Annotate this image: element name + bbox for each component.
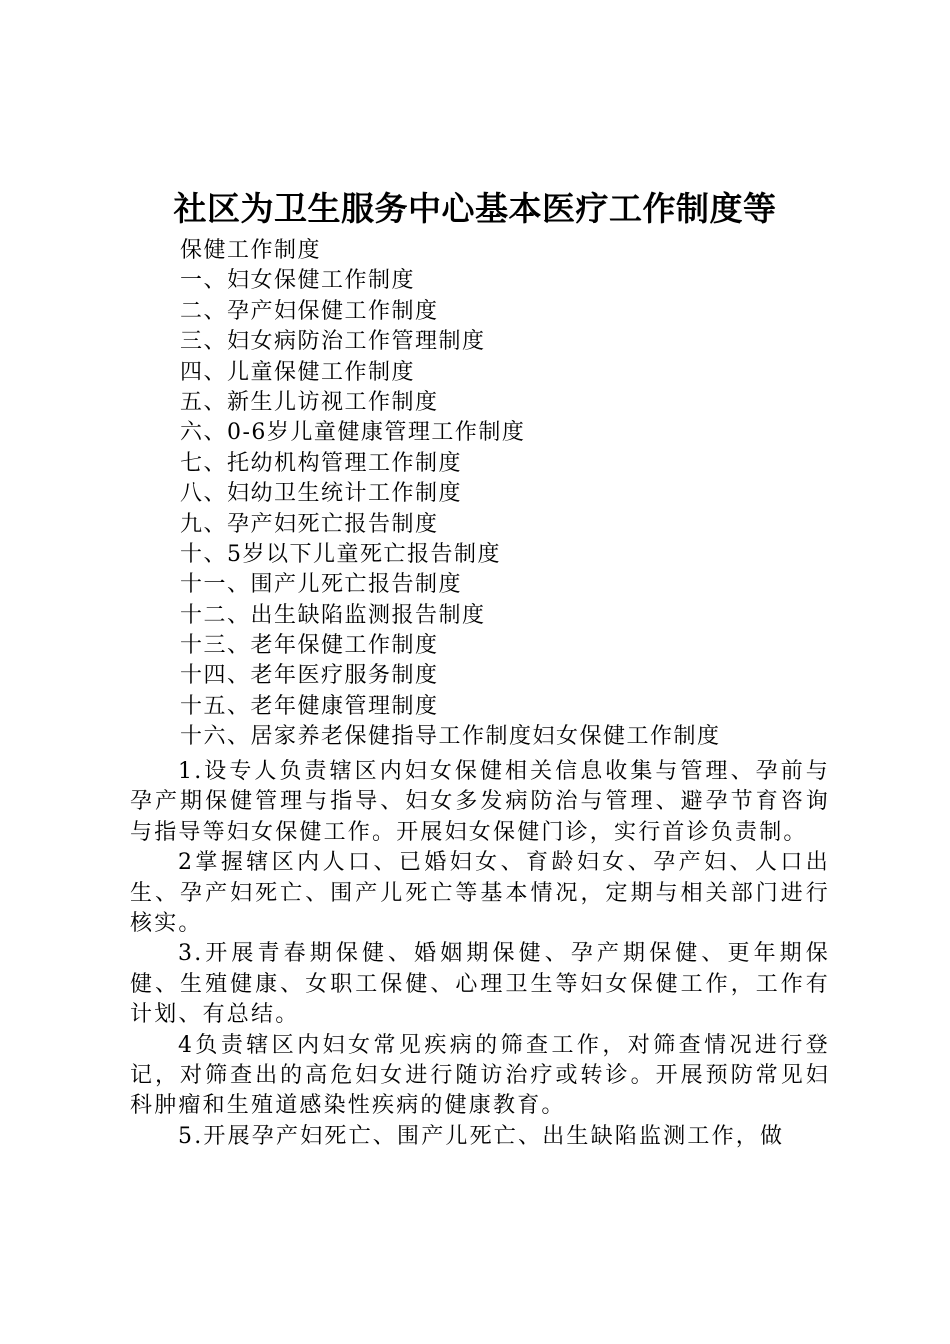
toc-item: 七、托幼机构管理工作制度: [180, 450, 463, 476]
toc-item: 六、0-6岁儿童健康管理工作制度: [180, 420, 526, 446]
toc-item: 三、妇女病防治工作管理制度: [180, 329, 486, 355]
toc-item: 十、5岁以下儿童死亡报告制度: [180, 541, 501, 567]
toc-item: 十五、老年健康管理制度: [180, 693, 439, 719]
toc-item: 十三、老年保健工作制度: [180, 633, 439, 659]
toc-item: 一、妇女保健工作制度: [180, 268, 416, 294]
toc-item: 保健工作制度: [180, 238, 322, 263]
toc-item: 十六、居家养老保健指导工作制度妇女保健工作制度: [180, 724, 721, 750]
table-of-contents: [180, 236, 860, 753]
toc-item: 十二、出生缺陷监测报告制度: [180, 602, 486, 628]
toc-item: 五、新生儿访视工作制度: [180, 389, 439, 415]
body-paragraph: 4负责辖区内妇女常见疾病的筛查工作，对筛查情况进行登记，对筛查出的高危妇女进行随访治疗或转诊。开展预防常见妇科肿瘤和生殖道感染性疾病的健康教育。: [130, 1032, 830, 1119]
toc-item: 九、孕产妇死亡报告制度: [180, 511, 439, 537]
document-title: 社区为卫生服务中心基本医疗工作制度等: [173, 189, 777, 228]
toc-item: 八、妇幼卫生统计工作制度: [180, 481, 463, 507]
body-paragraph: 1.设专人负责辖区内妇女保健相关信息收集与管理、孕前与孕产期保健管理与指导、妇女多发病防治与管理、避孕节育咨询与指导等妇女保健工作。开展妇女保健门诊，实行首诊负责制。: [130, 759, 830, 845]
toc-item: 二、孕产妇保健工作制度: [180, 298, 439, 324]
body-paragraph: 3.开展青春期保健、婚姻期保健、孕产期保健、更年期保健、生殖健康、女职工保健、心理卫生等妇女保健工作，工作有计划、有总结。: [130, 941, 830, 1028]
toc-item: 四、儿童保健工作制度: [180, 359, 416, 385]
body-paragraph: 5.开展孕产妇死亡、围产儿死亡、出生缺陷监测工作，做: [178, 1123, 785, 1149]
toc-item: 十四、老年医疗服务制度: [180, 663, 439, 689]
document-body: [130, 757, 830, 1152]
toc-item: 十一、围产儿死亡报告制度: [180, 572, 463, 598]
body-paragraph: 2掌握辖区内人口、已婚妇女、育龄妇女、孕产妇、人口出生、孕产妇死亡、围产儿死亡等基本情况，定期与相关部门进行核实。: [130, 850, 830, 937]
